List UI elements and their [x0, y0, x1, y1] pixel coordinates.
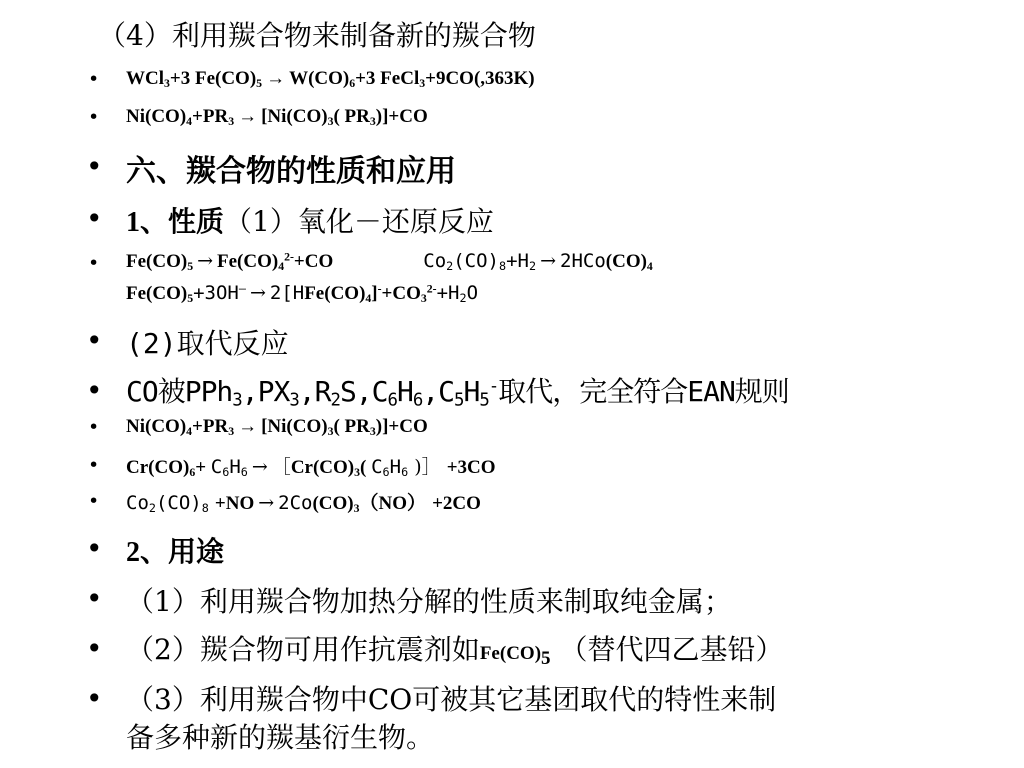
- text-part: H: [396, 375, 413, 408]
- formula-part: +H: [506, 250, 529, 272]
- arrow-icon: →: [197, 250, 214, 272]
- formula-part: Co: [126, 492, 149, 514]
- subscript: 3: [354, 465, 361, 479]
- substitution-desc: [126, 370, 789, 410]
- formula-part: W(CO): [289, 68, 350, 89]
- equation-cr-benzene: [126, 452, 496, 479]
- superscript: –: [238, 281, 246, 296]
- subscript: 2: [528, 258, 537, 273]
- bullet: •: [88, 106, 100, 128]
- subscript: 3: [369, 424, 376, 438]
- bullet: •: [86, 202, 103, 235]
- subscript: 3: [369, 114, 376, 128]
- subscript: 3: [289, 390, 299, 411]
- subscript: 3: [420, 291, 427, 305]
- subscript: 2: [459, 290, 467, 305]
- formula-part: C: [210, 456, 223, 478]
- text-part: （2）羰合物可用作抗震剂如: [126, 633, 480, 666]
- formula-part: C: [371, 456, 383, 478]
- property-heading: [126, 200, 494, 240]
- subscript: 5: [541, 647, 551, 669]
- substitution-heading: (2)取代反应: [126, 327, 289, 360]
- section-title: 六、羰合物的性质和应用: [126, 155, 456, 188]
- formula-part: Co: [423, 250, 447, 272]
- subscript: 4: [278, 259, 285, 273]
- subscript: 8: [201, 500, 209, 515]
- formula-part: ( PR: [333, 416, 370, 437]
- subscript: 6: [412, 390, 423, 411]
- bullet: •: [88, 454, 100, 476]
- text-part: ,R: [298, 375, 331, 408]
- equation-wcl3: [126, 68, 535, 90]
- formula-part: ]: [371, 283, 378, 304]
- formula-part: [Ni(CO): [261, 416, 328, 437]
- formula-part: Fe(CO): [304, 283, 366, 304]
- text-part: ,PX: [241, 375, 290, 408]
- formula-part: ［: [271, 456, 291, 478]
- bullet: •: [88, 416, 100, 438]
- subscript: 5: [187, 291, 194, 305]
- uses-heading: 2、用途: [126, 537, 225, 568]
- subscript: 6: [240, 464, 248, 479]
- formula-part: +3 Fe(CO): [169, 68, 257, 89]
- subscript: 6: [387, 390, 397, 411]
- formula-part: [Ni(CO): [261, 106, 328, 127]
- subscript: 3: [164, 76, 170, 90]
- text-part: CO被PPh: [126, 375, 233, 408]
- formula-part: )]+CO: [375, 106, 428, 127]
- arrow-icon: →: [258, 492, 275, 514]
- subscript: 5: [479, 390, 489, 411]
- bullet: •: [88, 490, 100, 512]
- formula-part: (CO): [155, 492, 202, 514]
- formula-part: Fe(CO): [126, 251, 188, 272]
- formula-part: Cr(CO): [290, 457, 355, 478]
- text-part: 取代，完全符合EAN规则: [498, 375, 789, 408]
- use-item-2: [126, 628, 783, 668]
- subscript: 3: [327, 114, 334, 128]
- bullet: •: [86, 582, 103, 615]
- subscript: 4: [646, 259, 653, 273]
- formula-part: )]+CO: [375, 416, 428, 437]
- subscript: 6: [349, 76, 356, 90]
- formula-part: Ni(CO): [126, 416, 187, 437]
- equation-redox-1: [126, 250, 653, 273]
- subscript: 4: [186, 114, 193, 128]
- formula-part: +PR: [192, 416, 229, 437]
- subscript: 6: [382, 464, 390, 479]
- subscript: 3: [228, 424, 235, 438]
- bullet: •: [88, 68, 100, 90]
- section-heading: （4）利用羰合物来制备新的羰合物: [98, 19, 536, 52]
- arrow-icon: →: [238, 416, 258, 437]
- formula-part: 2Co: [278, 492, 313, 514]
- subscript: 5: [187, 259, 194, 273]
- formula-part: +: [195, 457, 211, 478]
- formula-part: Fe(CO): [217, 251, 279, 272]
- formula-part: +H: [436, 282, 460, 304]
- arrow-icon: →: [540, 250, 556, 272]
- bullet: •: [86, 632, 103, 665]
- subscript: 6: [189, 465, 196, 479]
- superscript: -: [488, 376, 499, 397]
- formula-part: H: [229, 456, 241, 478]
- superscript: 2-: [426, 282, 437, 296]
- subscript: 3: [419, 76, 426, 90]
- subscript: 5: [256, 76, 263, 90]
- subscript: 4: [186, 424, 193, 438]
- superscript: -: [377, 282, 382, 296]
- formula-part: Cr(CO): [126, 457, 190, 478]
- formula-part: +3CO: [446, 457, 496, 478]
- subscript: 6: [222, 464, 230, 479]
- formula-part: (: [360, 457, 372, 478]
- arrow-icon: →: [249, 282, 266, 304]
- text-part: S,C: [339, 375, 388, 408]
- use-item-1: （1）利用羰合物加热分解的性质来制取纯金属；: [126, 585, 732, 618]
- text-part: （替代四乙基铅）: [559, 633, 784, 666]
- bullet: •: [86, 374, 103, 407]
- formula-part: （NO）: [359, 493, 427, 514]
- formula-part: H: [389, 456, 402, 478]
- subscript: 2: [148, 500, 156, 515]
- subscript: 4: [365, 291, 372, 305]
- formula-part: Ni(CO): [126, 106, 187, 127]
- use-item-3-line1: （3）利用羰合物中CO可被其它基团取代的特性来制: [126, 683, 777, 716]
- use-item-3-line2: 备多种新的羰基衍生物。: [126, 721, 435, 754]
- subscript: 6: [401, 464, 409, 479]
- equation-redox-2: [126, 282, 478, 305]
- bullet: •: [86, 532, 103, 565]
- subscript: 2: [446, 258, 454, 273]
- superscript: 2-: [284, 250, 294, 264]
- subscript: 3: [232, 390, 242, 411]
- subscript: 3: [353, 501, 360, 515]
- bullet: •: [86, 324, 103, 357]
- formula-part: WCl: [126, 68, 164, 89]
- subscript: 2: [330, 390, 340, 411]
- subscript: 5: [454, 390, 464, 411]
- text-part: ,C: [422, 375, 455, 408]
- formula-part: O: [466, 282, 479, 304]
- formula-part: +PR: [192, 106, 229, 127]
- formula-part: (CO): [605, 251, 647, 272]
- formula-part: )］: [408, 456, 441, 478]
- bullet: •: [86, 682, 103, 715]
- subscript: 3: [228, 114, 235, 128]
- formula-part: (CO): [312, 493, 354, 514]
- bullet: •: [88, 252, 100, 274]
- arrow-icon: →: [266, 68, 286, 89]
- formula-part: ( PR: [333, 106, 370, 127]
- formula-part: Fe(CO): [479, 643, 542, 664]
- subscript: 3: [327, 424, 334, 438]
- bullet: •: [86, 150, 103, 183]
- subscript: 8: [499, 258, 507, 273]
- formula-part: (CO): [453, 250, 499, 272]
- equation-co-no: [126, 488, 481, 515]
- formula-part: +3OH: [193, 282, 239, 304]
- formula-part: +NO: [214, 493, 255, 514]
- formula-part: Fe(CO): [126, 283, 188, 304]
- formula-part: +CO: [293, 251, 334, 272]
- formula-part: 2HCo: [560, 250, 606, 272]
- arrow-icon: →: [238, 106, 258, 127]
- formula-part: +2CO: [432, 493, 481, 514]
- formula-part: 2[H: [269, 282, 305, 304]
- property-label: 1、性质: [126, 207, 225, 238]
- arrow-icon: →: [251, 456, 268, 478]
- formula-part: +9CO(,363K): [425, 68, 535, 89]
- equation-ni-pr3: [126, 106, 428, 128]
- text-part: H: [463, 375, 480, 408]
- property-text: （1）氧化－还原反应: [224, 205, 494, 238]
- formula-part: +3 FeCl: [355, 68, 420, 89]
- formula-part: +CO: [381, 283, 421, 304]
- equation-ni-pr3-repeat: [126, 416, 428, 438]
